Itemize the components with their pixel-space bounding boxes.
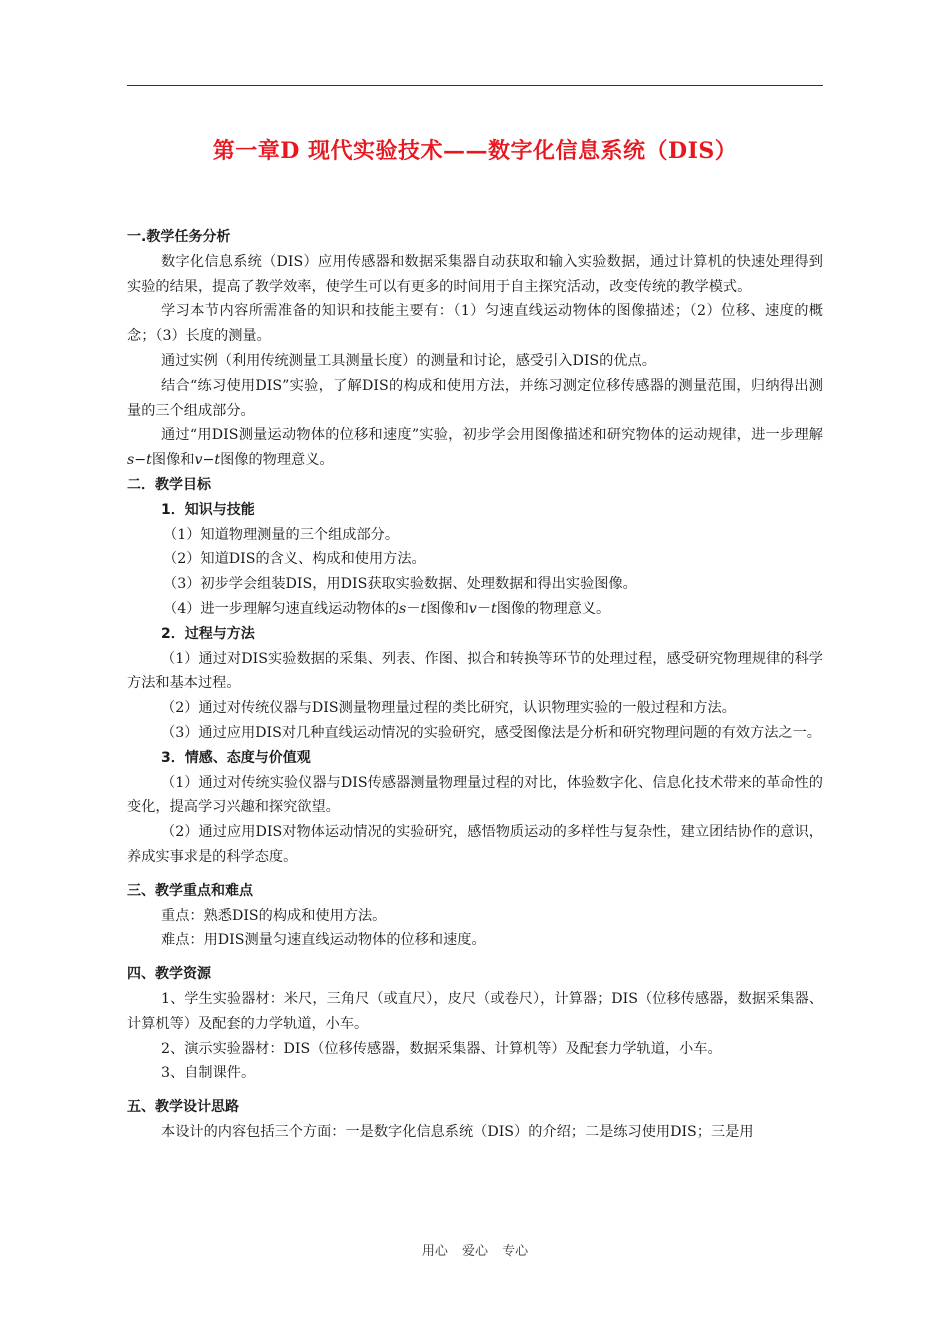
- list-item: [127, 597, 823, 622]
- document-body: [127, 225, 823, 1145]
- header-rule: [127, 85, 823, 86]
- text-run: （4）进一步理解匀速直线运动物体的: [163, 600, 400, 617]
- list-item: （2）通过应用DIS对物体运动情况的实验研究，感悟物质运动的多样性与复杂性，建立团结协作的意识，养成实事求是的科学态度。: [127, 824, 823, 865]
- paragraph: 3、自制课件。: [161, 1065, 256, 1082]
- list-item: （2）通过对传统仪器与DIS测量物理量过程的类比研究，认识物理实验的一般过程和方法。: [161, 700, 736, 717]
- math-dash: －: [476, 600, 492, 617]
- paragraph: 数字化信息系统（DIS）应用传感器和数据采集器自动获取和输入实验数据，通过计算机的快速处理得到实验的结果，提高了教学效率，使学生可以有更多的时间用于自主探究活动，改变传统的教学模式。: [127, 253, 823, 295]
- paragraph: 难点：用DIS测量匀速直线运动物体的位移和速度。: [161, 932, 486, 949]
- math-v: v: [194, 452, 203, 469]
- math-t: t: [420, 600, 427, 617]
- list-item: （3）通过应用DIS对几种直线运动情况的实验研究，感受图像法是分析和研究物理问题的有效方法之一。: [161, 724, 821, 741]
- paragraph: 重点：熟悉DIS的构成和使用方法。: [161, 907, 387, 924]
- text-run: 通过“用DIS测量运动物体的位移和速度”实验，初步学会用图像描述和研究物体的运动规律，进一步理解: [161, 427, 823, 444]
- section-heading-4: 四、教学资源: [127, 966, 211, 983]
- math-v: v: [468, 600, 477, 617]
- paragraph: [127, 423, 823, 473]
- math-dash: －: [406, 600, 421, 617]
- section-heading-5: 五、教学设计思路: [127, 1099, 239, 1116]
- page-title: 第一章D 现代实验技术——数字化信息系统（DIS）: [212, 138, 738, 164]
- paragraph: 结合“练习使用DIS”实验，了解DIS的构成和使用方法，并练习测定位移传感器的测量范围，归纳得出测量的三个组成部分。: [127, 377, 823, 419]
- paragraph: 通过实例（利用传统测量工具测量长度）的测量和讨论，感受引入DIS的优点。: [161, 352, 656, 369]
- paragraph: 2、演示实验器材：DIS（位移传感器，数据采集器、计算机等）及配套力学轨道，小车。: [161, 1040, 722, 1057]
- paragraph: 1、学生实验器材：米尺，三角尺（或直尺），皮尺（或卷尺），计算器；DIS（位移传感器，数据采集器、计算机等）及配套的力学轨道，小车。: [127, 990, 823, 1032]
- section-heading-3: 三、教学重点和难点: [127, 882, 253, 899]
- math-t: t: [214, 452, 221, 469]
- section-heading-2: 二．教学目标: [127, 476, 211, 493]
- paragraph: 本设计的内容包括三个方面：一是数字化信息系统（DIS）的介绍；二是练习使用DIS；三是用: [161, 1123, 754, 1140]
- list-item: （2）知道DIS的含义、构成和使用方法。: [163, 551, 426, 568]
- section-heading-1: 一.教学任务分析: [127, 229, 231, 245]
- math-t: t: [146, 452, 152, 469]
- math-dash: −: [134, 452, 147, 469]
- subheading: 3．情感、态度与价值观: [161, 749, 311, 766]
- text-run: 图像和: [151, 452, 195, 469]
- text-run: 图像的物理意义。: [220, 452, 334, 469]
- subheading: 2．过程与方法: [161, 625, 255, 642]
- list-item: （3）初步学会组装DIS，用DIS获取实验数据、处理数据和得出实验图像。: [163, 576, 637, 593]
- subheading: 1．知识与技能: [161, 501, 255, 518]
- list-item: （1）知道物理测量的三个组成部分。: [163, 526, 400, 543]
- list-item: （1）通过对传统实验仪器与DIS传感器测量物理量过程的对比，体验数字化、信息化技术带来的革命性的变化，提高学习兴趣和探究欲望。: [127, 774, 823, 816]
- math-s: s: [399, 600, 407, 617]
- text-run: 图像和: [426, 600, 469, 617]
- math-t: t: [491, 600, 497, 617]
- page-footer: 用心 爱心 专心: [421, 1244, 529, 1259]
- math-s: s: [127, 452, 135, 469]
- math-dash: −: [202, 452, 215, 469]
- paragraph: 学习本节内容所需准备的知识和技能主要有：（1）匀速直线运动物体的图像描述；（2）位移、速度的概念；（3）长度的测量。: [127, 303, 823, 345]
- text-run: 图像的物理意义。: [496, 600, 611, 617]
- list-item: （1）通过对DIS实验数据的采集、列表、作图、拟合和转换等环节的处理过程，感受研究物理规律的科学方法和基本过程。: [127, 650, 823, 692]
